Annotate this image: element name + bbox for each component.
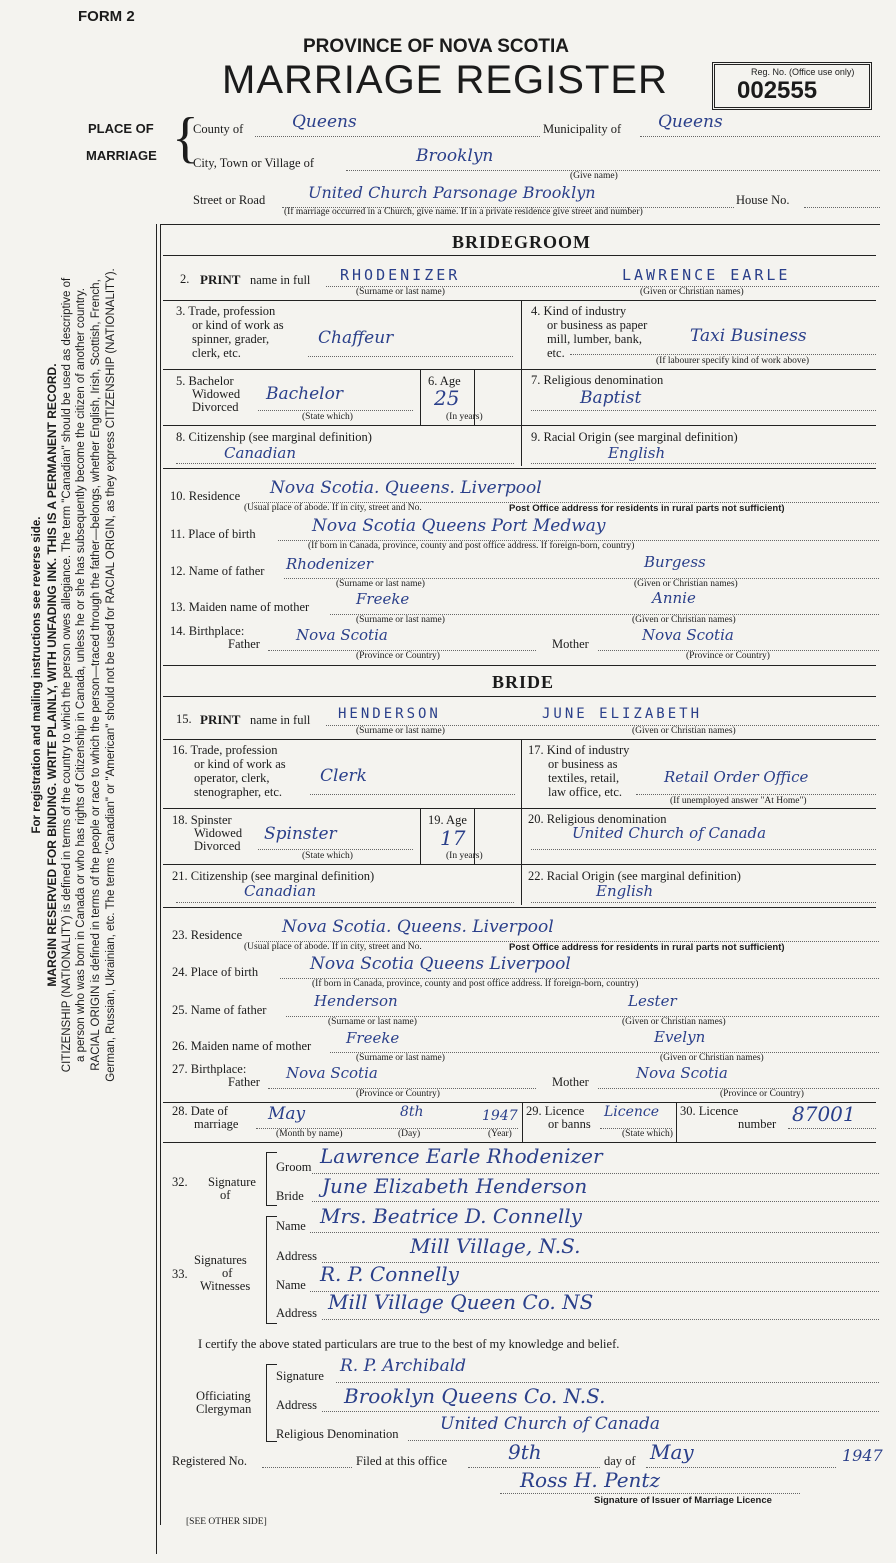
licence-label-2: or banns (548, 1117, 591, 1131)
groom-residence-label: 10. Residence (170, 489, 241, 503)
groom-residence-value: Nova Scotia. Queens. Liverpool (270, 478, 542, 498)
bride-residence-caption-a: (Usual place of abode. If in city, street and No. (244, 942, 422, 952)
reg-number-box (712, 62, 872, 110)
clergy-addr-label: Address (276, 1398, 317, 1412)
groom-residence-caption-b: Post Office address for residents in rural parts not sufficient) (509, 503, 785, 514)
bride-status-value: Spinster (264, 824, 337, 844)
street-label: Street or Road (193, 193, 266, 207)
bride-age-caption: (In years) (446, 851, 483, 861)
groom-father-caption-s: (Surname or last name) (336, 579, 425, 589)
see-other-side: [SEE OTHER SIDE] (186, 1517, 267, 1527)
filed-day: 9th (508, 1440, 542, 1464)
bride-bp-mother-value: Nova Scotia (636, 1064, 728, 1082)
w1-name: Mrs. Beatrice D. Connelly (320, 1204, 582, 1228)
licence-no-label-1: 30. Licence (680, 1104, 739, 1118)
groom-industry-label-3: mill, lumber, bank, (547, 332, 642, 346)
groom-birth-label: 11. Place of birth (170, 527, 256, 541)
groom-bp-father-caption: (Province or Country) (356, 651, 440, 661)
groom-bp-mother-label: Mother (552, 637, 589, 651)
groom-mother-caption-s: (Surname or last name) (356, 615, 445, 625)
margin-line-1: For registration and mailing instructions see reverse side. (31, 516, 43, 834)
w1-address: Mill Village, N.S. (410, 1234, 581, 1258)
groom-trade-label-2: or kind of work as (192, 318, 284, 332)
bride-father-label: 25. Name of father (172, 1003, 267, 1017)
bride-bp-father-label: Father (228, 1075, 260, 1089)
bride-industry-label-1: 17. Kind of industry (528, 743, 630, 757)
filed-year: 1947 (842, 1446, 883, 1465)
issuer-caption: Signature of Issuer of Marriage Licence (594, 1495, 772, 1506)
bride-surname: HENDERSON (338, 706, 441, 722)
bride-mother-caption-g: (Given or Christian names) (660, 1053, 764, 1063)
bride-religion-value: United Church of Canada (572, 824, 767, 842)
groom-trade-label-1: 3. Trade, profession (176, 304, 276, 318)
bride-industry-value: Retail Order Office (664, 768, 809, 786)
groom-mother-surname: Freeke (356, 590, 410, 608)
groom-father-given: Burgess (644, 553, 706, 571)
bride-residence-label: 23. Residence (172, 928, 243, 942)
groom-given-caption: (Given or Christian names) (640, 287, 744, 297)
bride-given: JUNE ELIZABETH (542, 706, 703, 722)
county-label: County of (193, 122, 244, 136)
bride-religion-label: 20. Religious denomination (528, 812, 667, 826)
certify-statement: I certify the above stated particulars are true to the best of my knowledge and belief. (198, 1337, 620, 1351)
bride-bp-father-value: Nova Scotia (286, 1064, 378, 1082)
bride-industry-label-2: or business as (548, 757, 618, 771)
groom-age-label: 6. Age (428, 374, 461, 388)
county-value: Queens (292, 112, 357, 132)
groom-name-label: name in full (250, 273, 311, 287)
bride-racial-label: 22. Racial Origin (see marginal definition) (528, 869, 741, 883)
groom-father-surname: Rhodenizer (286, 555, 373, 573)
licence-caption: (State which) (622, 1129, 673, 1139)
bride-name-label: name in full (250, 713, 311, 727)
groom-industry-label-4: etc. (547, 346, 565, 360)
bride-status-label-1: 18. Spinster (172, 813, 232, 827)
margin-line-5: RACIAL ORIGIN is defined in terms of the people or race to which the person—traced through the father—belongs, whether English, Irish, Scottish, French, (90, 279, 103, 1071)
groom-racial-label: 9. Racial Origin (see marginal definition) (531, 430, 738, 444)
groom-sig-label: Groom (276, 1160, 312, 1174)
groom-trade-label-4: clerk, etc. (192, 346, 241, 360)
groom-given: LAWRENCE EARLE (622, 266, 791, 284)
bridegroom-heading: BRIDEGROOM (452, 232, 592, 252)
groom-religion-value: Baptist (580, 388, 642, 408)
licence-no-label-2: number (738, 1117, 777, 1131)
street-caption: (If marriage occurred in a Church, give name. If in a private residence give street and number) (284, 207, 643, 217)
groom-father-label: 12. Name of father (170, 564, 265, 578)
groom-racial-value: English (608, 444, 666, 462)
groom-religion-label: 7. Religious denomination (531, 373, 664, 387)
bride-birth-value: Nova Scotia Queens Liverpool (310, 954, 571, 974)
w2-name-label: Name (276, 1278, 306, 1292)
bride-mother-caption-s: (Surname or last name) (356, 1053, 445, 1063)
bride-industry-label-3: textiles, retail, (548, 771, 620, 785)
bride-age-value: 17 (440, 826, 466, 850)
bride-signature: June Elizabeth Henderson (322, 1174, 588, 1198)
licence-value: Licence (604, 1104, 660, 1120)
bride-birth-label: 24. Place of birth (172, 965, 259, 979)
city-label: City, Town or Village of (193, 156, 315, 170)
bride-industry-caption: (If unemployed answer "At Home") (670, 796, 807, 806)
w1-name-label: Name (276, 1219, 306, 1233)
clergy-signature: R. P. Archibald (340, 1356, 467, 1376)
bride-father-surname: Henderson (314, 992, 398, 1010)
margin-line-4: a person who was born in Canada or who has rights of Citizenship in Canada, unless he or she has subsequently become the citizen of another country. (75, 288, 88, 1062)
registered-label: Registered No. (172, 1454, 247, 1468)
groom-status-label-1: 5. Bachelor (176, 374, 234, 388)
wit-label-3: Witnesses (200, 1279, 251, 1293)
licence-number-value: 87001 (792, 1102, 856, 1126)
groom-bp-mother-caption: (Province or Country) (686, 651, 770, 661)
clergy-sig-label: Signature (276, 1369, 324, 1383)
bride-state-which: (State which) (302, 851, 353, 861)
bride-mother-surname: Freeke (346, 1029, 400, 1047)
groom-surname: RHODENIZER (340, 266, 461, 284)
issuer-signature: Ross H. Pentz (520, 1468, 660, 1492)
month-caption: (Month by name) (276, 1129, 343, 1139)
groom-birth-caption: (If born in Canada, province, county and post office address. If foreign-born, country) (308, 541, 635, 551)
bride-mother-label: 26. Maiden name of mother (172, 1039, 312, 1053)
bride-industry-label-4: law office, etc. (548, 785, 623, 799)
w1-address-label: Address (276, 1249, 317, 1263)
groom-trade-value: Chaffeur (318, 328, 394, 348)
day-of-label: day of (604, 1454, 636, 1468)
w2-name: R. P. Connelly (320, 1262, 459, 1286)
w2-address-label: Address (276, 1306, 317, 1320)
w2-address: Mill Village Queen Co. NS (328, 1290, 594, 1314)
bride-bp-father-caption: (Province or Country) (356, 1089, 440, 1099)
bride-citizenship-label: 21. Citizenship (see marginal definition) (172, 869, 375, 883)
sig-label-1: Signature (208, 1175, 256, 1189)
groom-residence-caption-a: (Usual place of abode. If in city, street and No. (244, 503, 422, 513)
groom-bp-father-label: Father (228, 637, 260, 651)
groom-father-caption-g: (Given or Christian names) (634, 579, 738, 589)
marriage-year: 1947 (482, 1108, 518, 1124)
date-label-1: 28. Date of (172, 1104, 228, 1118)
place-label: PLACE OF (88, 121, 154, 136)
groom-mother-label: 13. Maiden name of mother (170, 600, 310, 614)
bride-mother-given: Evelyn (654, 1028, 706, 1046)
sig-label-2: of (220, 1188, 231, 1202)
groom-birth-value: Nova Scotia Queens Port Medway (312, 516, 606, 536)
margin-line-3: CITIZENSHIP (NATIONALITY) is defined in terms of the country to which the person owes allegiance. The term "Canadian" should be used as descriptive of (60, 277, 73, 1073)
reg-number-label: Reg. No. (Office use only) (751, 67, 855, 77)
groom-industry-caption: (If labourer specify kind of work above) (656, 356, 809, 366)
groom-industry-label-2: or business as paper (547, 318, 648, 332)
groom-industry-value: Taxi Business (690, 326, 807, 346)
groom-bp-label: 14. Birthplace: (170, 624, 245, 638)
city-value: Brooklyn (416, 146, 494, 166)
marriage-month: May (268, 1104, 306, 1124)
groom-citizenship-label: 8. Citizenship (see marginal definition) (176, 430, 372, 444)
date-label-2: marriage (194, 1117, 239, 1131)
groom-name-print: PRINT (200, 272, 241, 287)
bride-surname-caption: (Surname or last name) (356, 726, 445, 736)
bride-citizenship-value: Canadian (244, 882, 317, 900)
bride-father-caption-g: (Given or Christian names) (622, 1017, 726, 1027)
wit-label-2: of (222, 1266, 233, 1280)
sig-num: 32. (172, 1175, 188, 1189)
bride-name-print: PRINT (200, 712, 241, 727)
groom-bp-mother-value: Nova Scotia (642, 626, 734, 644)
bride-status-label-2: Widowed (194, 826, 243, 840)
bride-name-num: 15. (176, 712, 192, 726)
bride-bp-mother-label: Mother (552, 1075, 589, 1089)
bride-racial-value: English (596, 882, 654, 900)
groom-status-label-3: Divorced (192, 400, 239, 414)
marriage-day: 8th (400, 1104, 424, 1120)
bride-trade-label-4: stenographer, etc. (194, 785, 283, 799)
province-title: PROVINCE OF NOVA SCOTIA (303, 36, 570, 57)
municipality-label: Municipality of (543, 122, 622, 136)
clergy-denomination: United Church of Canada (440, 1414, 660, 1434)
day-caption: (Day) (398, 1129, 421, 1139)
groom-signature: Lawrence Earle Rhodenizer (320, 1144, 603, 1168)
bride-given-caption: (Given or Christian names) (632, 726, 736, 736)
margin-line-6: German, Russian, Ukrainian, etc. The terms "Canadian" or "American" should not be used for RACIAL ORIGIN, as they express CITIZENSHIP (NATIONALITY). (104, 268, 117, 1082)
bride-age-label: 19. Age (428, 813, 467, 827)
groom-name-num: 2. (180, 272, 190, 286)
reg-number: 002555 (737, 77, 818, 104)
groom-state-which: (State which) (302, 412, 353, 422)
municipality-value: Queens (658, 112, 723, 132)
groom-age-caption: (In years) (446, 412, 483, 422)
bride-heading: BRIDE (492, 672, 555, 692)
groom-surname-caption: (Surname or last name) (356, 287, 445, 297)
groom-status-label-2: Widowed (192, 387, 241, 401)
marriage-label: MARRIAGE (86, 148, 157, 163)
bride-bp-mother-caption: (Province or Country) (720, 1089, 804, 1099)
bride-status-label-3: Divorced (194, 839, 241, 853)
filed-month: May (650, 1440, 694, 1464)
margin-line-2: MARGIN RESERVED FOR BINDING. WRITE PLAINLY, WITH UNFADING INK. THIS IS A PERMANENT RECORD. (44, 363, 59, 987)
form-number: FORM 2 (78, 8, 135, 25)
licence-label-1: 29. Licence (526, 1104, 585, 1118)
wit-num: 33. (172, 1267, 188, 1281)
place-brace-icon: { (172, 107, 199, 169)
bride-father-caption-s: (Surname or last name) (328, 1017, 417, 1027)
groom-mother-caption-g: (Given or Christian names) (632, 615, 736, 625)
wit-label-1: Signatures (194, 1253, 247, 1267)
clergy-label-1: Officiating (196, 1389, 251, 1403)
bride-birth-caption: (If born in Canada, province, county and post office address. If foreign-born, country) (312, 979, 639, 989)
groom-age-value: 25 (434, 386, 460, 410)
clergy-address: Brooklyn Queens Co. N.S. (344, 1384, 606, 1408)
groom-bp-father-value: Nova Scotia (296, 626, 388, 644)
groom-mother-given: Annie (652, 589, 696, 607)
groom-citizenship-value: Canadian (224, 444, 297, 462)
margin-instructions (30, 0, 175, 1395)
house-label: House No. (736, 193, 790, 207)
bride-sig-label: Bride (276, 1189, 304, 1203)
bride-residence-value: Nova Scotia. Queens. Liverpool (282, 917, 554, 937)
bride-father-given: Lester (628, 992, 677, 1010)
bride-trade-label-2: or kind of work as (194, 757, 286, 771)
clergy-denom-label: Religious Denomination (276, 1427, 399, 1441)
filed-label: Filed at this office (356, 1454, 448, 1468)
bride-trade-value: Clerk (320, 766, 367, 786)
clergy-label-2: Clergyman (196, 1402, 252, 1416)
bride-trade-label-1: 16. Trade, profession (172, 743, 278, 757)
groom-industry-label-1: 4. Kind of industry (531, 304, 627, 318)
year-caption: (Year) (488, 1129, 512, 1139)
page-title: MARRIAGE REGISTER (222, 58, 668, 102)
bride-trade-label-3: operator, clerk, (194, 771, 270, 785)
bride-bp-label: 27. Birthplace: (172, 1062, 247, 1076)
give-name-caption: (Give name) (570, 171, 618, 181)
bride-residence-caption-b: Post Office address for residents in rural parts not sufficient) (509, 942, 785, 953)
groom-status-value: Bachelor (266, 384, 343, 404)
street-value: United Church Parsonage Brooklyn (308, 183, 596, 202)
groom-trade-label-3: spinner, grader, (192, 332, 270, 346)
